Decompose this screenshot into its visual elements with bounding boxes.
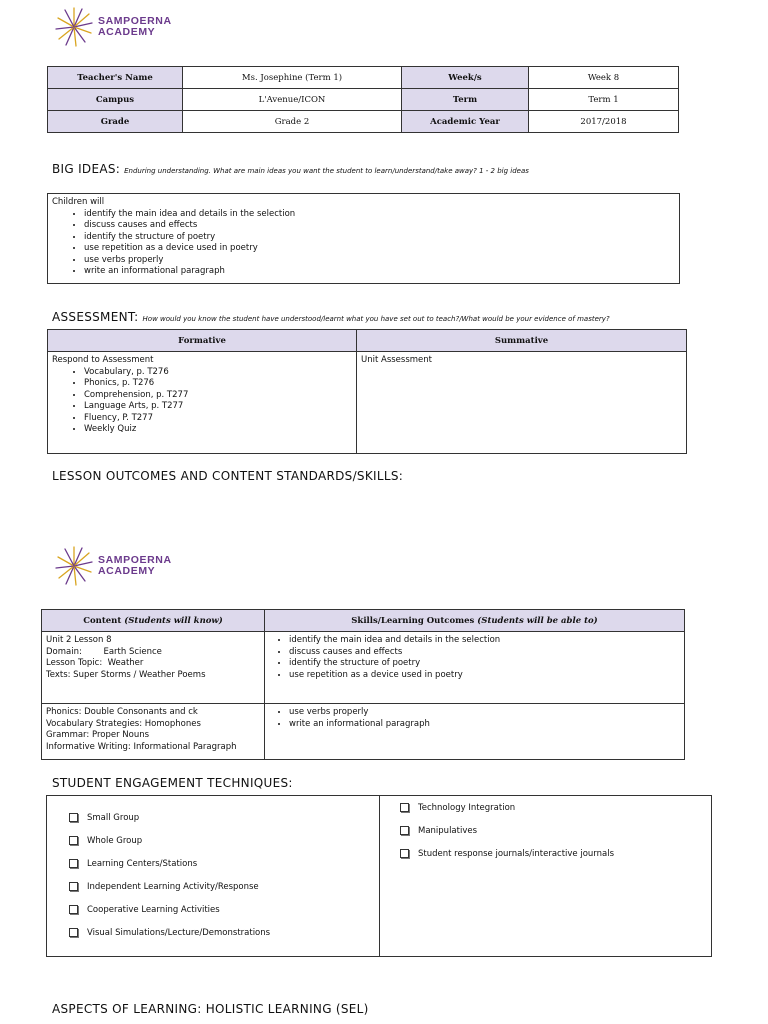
content-row1 — [42, 632, 265, 704]
checkbox-label: Technology Integration — [418, 802, 516, 813]
big-ideas-heading — [52, 162, 529, 176]
formative-intro: Respond to Assessment — [52, 355, 154, 365]
table-row — [42, 704, 685, 760]
checkbox-item[interactable] — [400, 819, 711, 842]
assessment-subtitle: How would you know the student have understood/learnt what you have set out to teach?/What would be your evidence of mastery? — [142, 315, 610, 323]
value-term: Term 1 — [529, 89, 679, 111]
checkbox-icon[interactable] — [69, 882, 78, 891]
label-teacher-name: Teacher's Name — [48, 67, 183, 89]
value-campus: L'Avenue/ICON — [183, 89, 402, 111]
list-item: • identify the structure of poetry — [84, 232, 675, 244]
table-row — [48, 330, 687, 352]
checkbox-item[interactable] — [69, 921, 379, 944]
logo-line2: ACADEMY — [98, 565, 156, 577]
skills-row2 — [265, 704, 685, 760]
checkbox-icon[interactable] — [69, 859, 78, 868]
checkbox-item[interactable] — [69, 852, 379, 875]
list-item: • Fluency, P. T277 — [84, 413, 352, 425]
checkbox-icon[interactable] — [400, 826, 409, 835]
skills-header-em: (Students will be able to) — [477, 615, 598, 626]
starburst-icon — [54, 6, 94, 48]
skills-header — [265, 610, 685, 632]
content-line: Unit 2 Lesson 8 — [46, 635, 112, 645]
checkbox-icon[interactable] — [69, 813, 78, 822]
formative-cell — [48, 352, 357, 454]
checkbox-item[interactable] — [400, 842, 711, 865]
content-line: Lesson Topic: Weather — [46, 658, 144, 668]
checkbox-item[interactable] — [69, 829, 379, 852]
assessment-heading — [52, 310, 610, 324]
checkbox-item[interactable] — [69, 898, 379, 921]
engagement-right-column — [380, 796, 711, 956]
list-item: • Vocabulary, p. T276 — [84, 367, 352, 379]
value-weeks: Week 8 — [529, 67, 679, 89]
table-row — [48, 111, 679, 133]
list-item: • Weekly Quiz — [84, 424, 352, 436]
teacher-info-table — [47, 66, 679, 133]
assessment-title: ASSESSMENT: — [52, 310, 139, 324]
content-header-em: (Students will know) — [124, 615, 223, 626]
checkbox-icon[interactable] — [69, 836, 78, 845]
checkbox-label: Whole Group — [87, 835, 143, 846]
checkbox-label: Visual Simulations/Lecture/Demonstrations — [87, 927, 271, 938]
summative-header: Summative — [357, 330, 687, 352]
checkbox-icon[interactable] — [69, 928, 78, 937]
value-academic-year: 2017/2018 — [529, 111, 679, 133]
list-item: • write an informational paragraph — [289, 719, 680, 731]
logo-line1: SAMPOERNA — [98, 15, 172, 27]
content-line: Informative Writing: Informational Paragraph — [46, 741, 237, 752]
sampoerna-logo — [54, 545, 172, 587]
big-ideas-title: BIG IDEAS: — [52, 162, 121, 176]
assessment-table — [47, 329, 687, 454]
big-ideas-intro: Children will — [52, 197, 105, 207]
checkbox-label: Learning Centers/Stations — [87, 858, 198, 869]
checkbox-item[interactable] — [69, 806, 379, 829]
engagement-box — [46, 795, 712, 957]
table-row — [48, 352, 687, 454]
list-item: • identify the structure of poetry — [289, 658, 680, 670]
table-row — [48, 89, 679, 111]
list-item: • use verbs properly — [84, 255, 675, 267]
list-item: • Comprehension, p. T277 — [84, 390, 352, 402]
label-weeks: Week/s — [402, 67, 529, 89]
content-line: Domain: Earth Science — [46, 646, 162, 657]
content-line: Grammar: Proper Nouns — [46, 730, 150, 740]
list-item: • identify the main idea and details in the selection — [289, 635, 680, 647]
table-row — [42, 610, 685, 632]
starburst-icon — [54, 545, 94, 587]
checkbox-label: Manipulatives — [418, 825, 478, 836]
lesson-outcomes-title: LESSON OUTCOMES AND CONTENT STANDARDS/SKILLS: — [52, 469, 404, 483]
label-academic-year: Academic Year — [402, 111, 529, 133]
sampoerna-logo — [54, 6, 172, 48]
table-row — [42, 632, 685, 704]
checkbox-label: Cooperative Learning Activities — [87, 904, 220, 915]
label-term: Term — [402, 89, 529, 111]
content-line: Texts: Super Storms / Weather Poems — [46, 669, 206, 680]
table-row — [48, 67, 679, 89]
list-item: • Language Arts, p. T277 — [84, 401, 352, 413]
checkbox-label: Small Group — [87, 812, 140, 823]
skills-row1 — [265, 632, 685, 704]
content-line: Phonics: Double Consonants and ck — [46, 707, 198, 717]
list-item: • use repetition as a device used in poetry — [289, 670, 680, 682]
logo-line1: SAMPOERNA — [98, 554, 172, 566]
summative-text: Unit Assessment — [361, 355, 432, 365]
checkbox-icon[interactable] — [400, 849, 409, 858]
value-teacher-name: Ms. Josephine (Term 1) — [183, 67, 402, 89]
logo-line2: ACADEMY — [98, 26, 156, 38]
skills-list — [269, 707, 680, 730]
content-header — [42, 610, 265, 632]
list-item: • use verbs properly — [289, 707, 680, 719]
list-item: • Phonics, p. T276 — [84, 378, 352, 390]
engagement-title: STUDENT ENGAGEMENT TECHNIQUES: — [52, 776, 293, 790]
list-item: • identify the main idea and details in the selection — [84, 209, 675, 221]
label-grade: Grade — [48, 111, 183, 133]
list-item: • discuss causes and effects — [289, 647, 680, 659]
aspects-title: ASPECTS OF LEARNING: HOLISTIC LEARNING (SEL) — [52, 1002, 369, 1016]
checkbox-label: Student response journals/interactive journals — [418, 848, 615, 859]
big-ideas-subtitle: Enduring understanding. What are main ideas you want the student to learn/understand/take away? 1 - 2 big ideas — [124, 167, 529, 175]
formative-list — [52, 367, 352, 436]
content-skills-table — [41, 609, 685, 760]
checkbox-item[interactable] — [69, 875, 379, 898]
big-ideas-box — [47, 193, 680, 284]
content-header-label: Content — [83, 615, 122, 626]
content-line: Vocabulary Strategies: Homophones — [46, 718, 201, 729]
list-item: • use repetition as a device used in poetry — [84, 243, 675, 255]
checkbox-label: Independent Learning Activity/Response — [87, 881, 259, 892]
formative-header: Formative — [48, 330, 357, 352]
skills-header-label: Skills/Learning Outcomes — [351, 615, 475, 626]
list-item: • discuss causes and effects — [84, 220, 675, 232]
big-ideas-list — [52, 209, 675, 278]
content-row2 — [42, 704, 265, 760]
checkbox-icon[interactable] — [400, 803, 409, 812]
value-grade: Grade 2 — [183, 111, 402, 133]
list-item: • write an informational paragraph — [84, 266, 675, 278]
checkbox-item[interactable] — [400, 796, 711, 819]
summative-cell — [357, 352, 687, 454]
label-campus: Campus — [48, 89, 183, 111]
skills-list — [269, 635, 680, 681]
engagement-left-column — [47, 796, 380, 956]
checkbox-icon[interactable] — [69, 905, 78, 914]
